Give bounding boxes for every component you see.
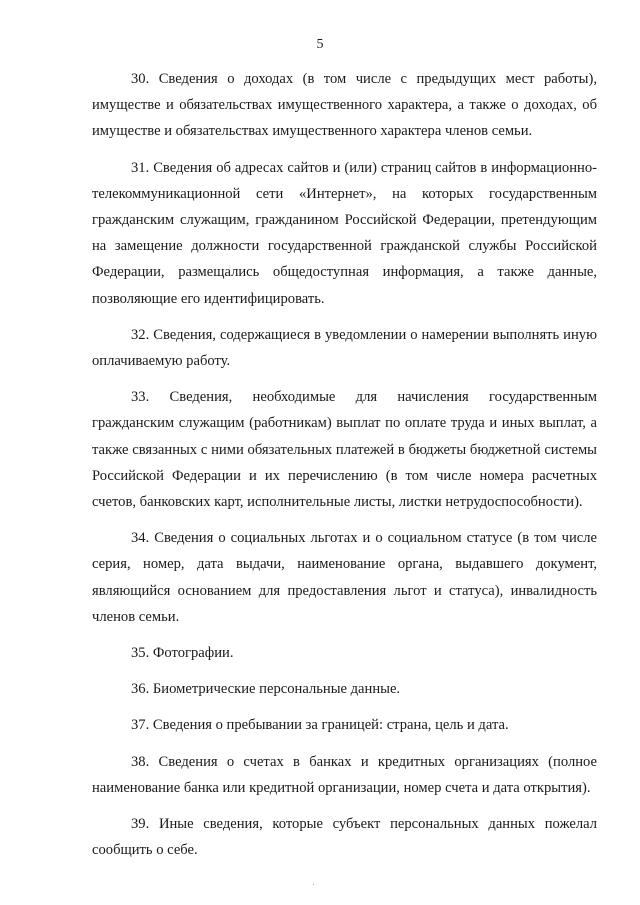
list-item: [92, 749, 597, 801]
item-number: 37.: [131, 717, 150, 734]
list-item: [92, 676, 597, 702]
list-item: [92, 155, 597, 312]
item-text: Иные сведения, которые субъект персональных данных пожелал сообщить о себе.: [92, 816, 597, 859]
item-number: 33.: [131, 389, 150, 406]
scan-artifact: [313, 884, 314, 885]
document-body: [92, 66, 597, 873]
list-item: [92, 525, 597, 630]
item-number: 39.: [131, 816, 150, 833]
list-item: [92, 322, 597, 374]
item-text: Сведения, необходимые для начисления государственным гражданским служащим (работникам) выплат по оплате труда и иных выплат, а также связанных с ними обязательных платежей в бюджеты бюджетной системы Российской Федерации и их перечислению (в том числе номера расчетных счетов, банковских карт, исполнительные листы, листки нетрудоспособности).: [92, 389, 597, 511]
item-text: Биометрические персональные данные.: [152, 681, 401, 698]
list-item: [92, 66, 597, 145]
item-number: 35.: [131, 645, 150, 662]
item-number: 30.: [131, 71, 150, 87]
page-number: 5: [316, 37, 324, 52]
item-text: Сведения, содержащиеся в уведомлении о намерении выполнять иную оплачиваемую работу.: [92, 326, 597, 370]
item-text: Сведения об адресах сайтов и (или) страниц сайтов в информационно-телекоммуникационной сети «Интернет», на которых государственным гражданским служащим, гражданином Российской Федерации, претендующим на замещение должности государственной гражданской службы Российской Федерации, размещались общедоступная информация, а также данные, позволяющие его идентифицировать.: [92, 159, 597, 307]
list-item: [92, 811, 597, 863]
item-text: Сведения о пребывании за границей: страна, цель и дата.: [152, 717, 509, 734]
list-item: [92, 640, 597, 666]
item-text: Сведения о счетах в банках и кредитных организациях (полное наименование банка или кредитной организации, номер счета и дата открытия).: [92, 753, 597, 796]
item-text: Фотографии.: [152, 645, 234, 662]
item-number: 38.: [131, 753, 150, 770]
item-number: 34.: [131, 530, 150, 547]
item-number: 32.: [131, 326, 150, 343]
item-text: Сведения о доходах (в том числе с предыдущих мест работы), имуществе и обязательствах имущественного характера, а также о доходах, об имуществе и обязательствах имущественного характера членов семьи.: [92, 71, 597, 140]
list-item: [92, 384, 597, 515]
list-item: [92, 712, 597, 738]
item-number: 36.: [131, 681, 150, 698]
item-number: 31.: [131, 159, 150, 176]
item-text: Сведения о социальных льготах и о социальном статусе (в том числе серия, номер, дата выдачи, наименование органа, выдавшего документ, являющийся основанием для предоставления льгот и статуса), инвалидность членов семьи.: [92, 530, 597, 625]
